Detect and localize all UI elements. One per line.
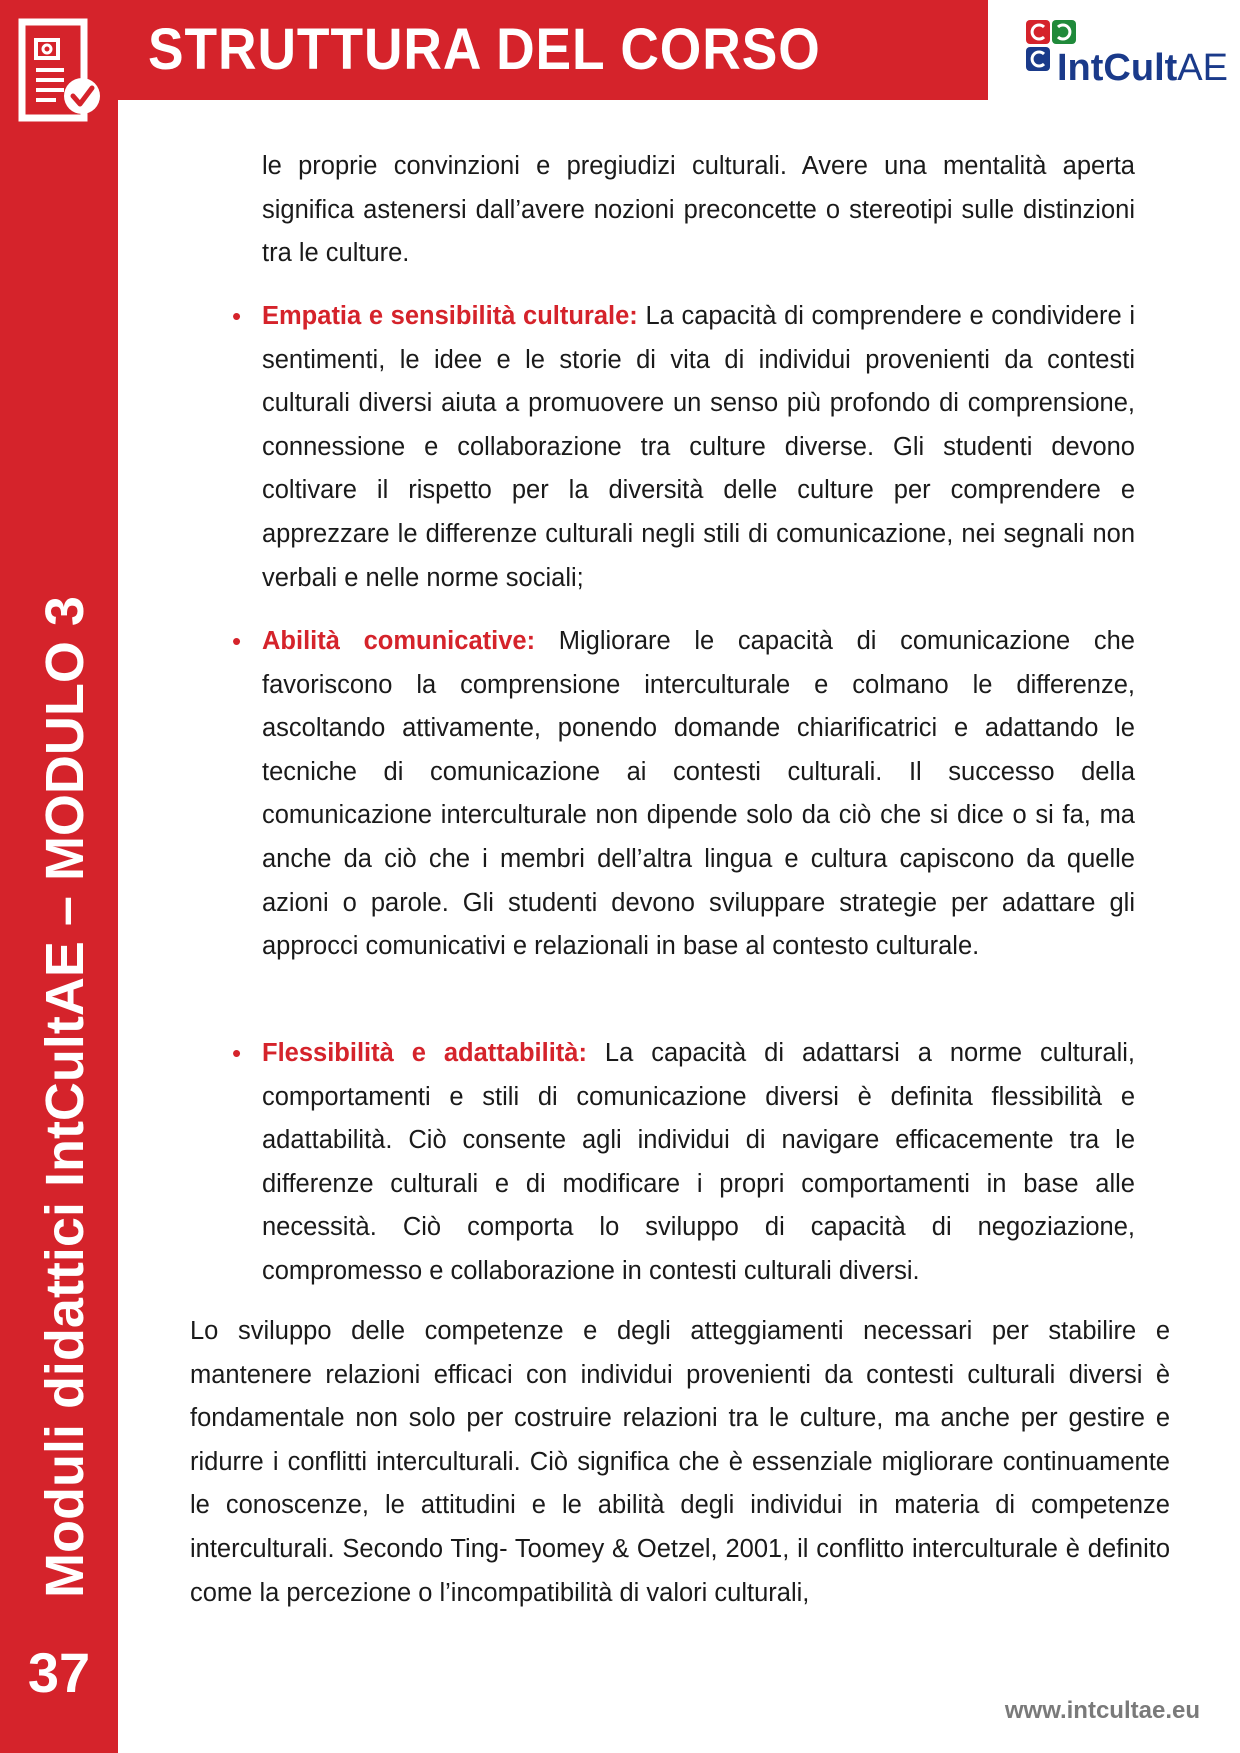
- bullet-icon: •: [232, 626, 242, 656]
- sidebar-vertical-title: Moduli didattici IntCultAE – MODULO 3: [35, 596, 95, 1598]
- footer-url[interactable]: www.intcultae.eu: [1004, 1697, 1200, 1724]
- checklist-document-icon: [18, 18, 102, 130]
- bullet-icon: •: [232, 1038, 242, 1068]
- bullet-term: Flessibilità e adattabilità:: [262, 1039, 587, 1067]
- logo-text: IntCultAE: [1057, 47, 1228, 89]
- bullet-term: Empatia e sensibilità culturale:: [262, 302, 638, 330]
- bullet-item: [262, 295, 1135, 600]
- bullet-text: La capacità di adattarsi a norme culturali, comportamenti e stili di comunicazione diversi è definita flessibilità e adattabilità. Ciò consente agli individui di navigare efficacemente tra le differenze culturali e di modificare i propri comportamenti in base alle necessità. Ciò comporta lo sviluppo di capacità di negoziazione, compromesso e collaborazione in contesti culturali diversi.: [262, 1039, 1136, 1285]
- page-number: 37: [27, 1641, 91, 1704]
- bullet-text: Migliorare le capacità di comunicazione che favoriscono la comprensione interculturale e colmano le differenze, ascoltando attivamente, ponendo domande chiarificatrici e adattando le tecniche di comunicazione ai contesti culturali. Il successo della comunicazione interculturale non dipende solo da ciò che si dice o si fa, ma anche da ciò che i membri dell’altra lingua e cultura capiscono da quelle azioni o parole. Gli studenti devono sviluppare strategie per adattare gli approcci comunicativi e relazionali in base al contesto culturale.: [262, 627, 1135, 961]
- bullet-text: La capacità di comprendere e condividere i sentimenti, le idee e le storie di vita di individui provenienti da contesti culturali diversi aiuta a promuovere un senso più profondo di comprensione, connessione e collaborazione tra culture diverse. Gli studenti devono coltivare il rispetto per la diversità delle culture per comprendere e apprezzare le differenze culturali negli stili di comunicazione, nei segnali non verbali e nelle norme sociali;: [262, 302, 1135, 592]
- bullet-icon: •: [232, 301, 242, 331]
- closing-paragraph: Lo sviluppo delle competenze e degli atteggiamenti necessari per stabilire e mantenere relazioni efficaci con individui provenienti da contesti culturali diversi è fondamentale non solo per costruire relazioni tra le culture, ma anche per gestire e ridurre i conflitti interculturali. Ciò significa che è essenziale migliorare continuamente le conoscenze, le attitudini e le abilità degli individui in materia di competenze interculturali. Secondo Ting- Toomey & Oetzel, 2001, il conflitto interculturale è definito come la percezione o l’incompatibilità di valori culturali,: [190, 1317, 1170, 1607]
- page-title: STRUTTURA DEL CORSO: [148, 17, 821, 82]
- bullet-term: Abilità comunicative:: [262, 627, 536, 655]
- intro-continuation: le proprie convinzioni e pregiudizi culturali. Avere una mentalità aperta significa astenersi dall’avere nozioni preconcette o stereotipi sulle distinzioni tra le culture.: [262, 152, 1135, 268]
- bullet-item: [262, 620, 1135, 969]
- bullet-item: [262, 1032, 1135, 1294]
